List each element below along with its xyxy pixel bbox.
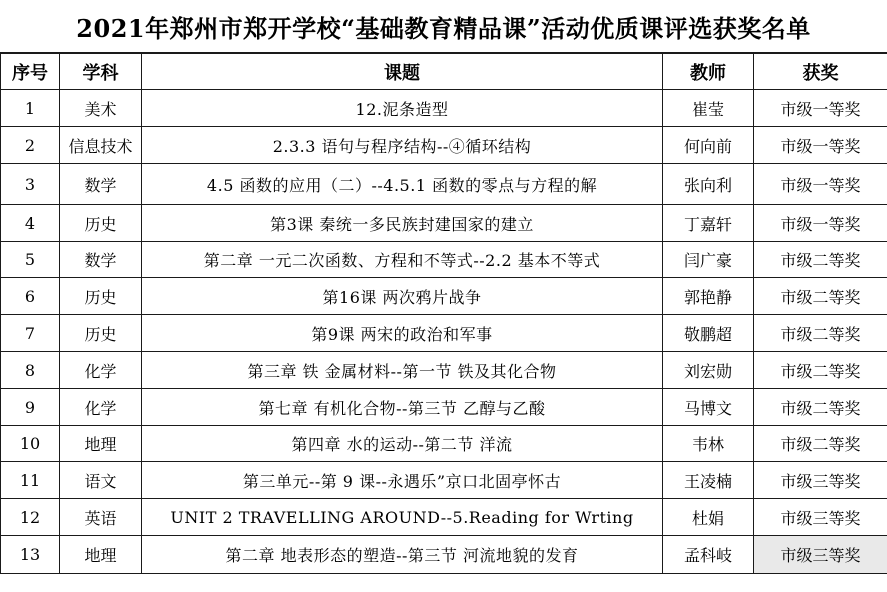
cell-subject: 英语	[60, 499, 142, 536]
cell-index: 12	[1, 499, 60, 536]
cell-teacher: 韦林	[663, 426, 754, 462]
cell-topic: 第三单元--第 9 课--永遇乐”京口北固亭怀古	[142, 462, 663, 499]
cell-index: 7	[1, 315, 60, 352]
cell-subject: 语文	[60, 462, 142, 499]
cell-award: 市级二等奖	[754, 278, 887, 315]
cell-award: 市级一等奖	[754, 127, 887, 164]
cell-topic: 第二章 一元二次函数、方程和不等式--2.2 基本不等式	[142, 242, 663, 278]
table-row	[1, 352, 887, 389]
cell-award: 市级三等奖	[754, 536, 887, 574]
table-row	[1, 164, 887, 205]
cell-topic: 2.3.3 语句与程序结构--④循环结构	[142, 127, 663, 164]
cell-teacher: 郭艳静	[663, 278, 754, 315]
cell-teacher: 丁嘉轩	[663, 205, 754, 242]
cell-index: 8	[1, 352, 60, 389]
cell-subject: 历史	[60, 205, 142, 242]
cell-award: 市级二等奖	[754, 389, 887, 426]
cell-index: 11	[1, 462, 60, 499]
table-row	[1, 315, 887, 352]
cell-subject: 信息技术	[60, 127, 142, 164]
award-table	[0, 53, 887, 574]
cell-award: 市级三等奖	[754, 462, 887, 499]
cell-index: 2	[1, 127, 60, 164]
cell-topic: 第二章 地表形态的塑造--第三节 河流地貌的发育	[142, 536, 663, 574]
cell-subject: 历史	[60, 278, 142, 315]
cell-subject: 美术	[60, 90, 142, 127]
cell-award: 市级一等奖	[754, 205, 887, 242]
table-row	[1, 536, 887, 574]
table-row	[1, 426, 887, 462]
cell-topic: 第七章 有机化合物--第三节 乙醇与乙酸	[142, 389, 663, 426]
cell-topic: 12.泥条造型	[142, 90, 663, 127]
cell-topic: 第四章 水的运动--第二节 洋流	[142, 426, 663, 462]
cell-teacher: 孟科岐	[663, 536, 754, 574]
table-row	[1, 389, 887, 426]
table-row	[1, 90, 887, 127]
cell-award: 市级二等奖	[754, 315, 887, 352]
cell-teacher: 王凌楠	[663, 462, 754, 499]
header-teacher: 教师	[663, 54, 754, 90]
table-row	[1, 278, 887, 315]
header-index: 序号	[1, 54, 60, 90]
table-row	[1, 499, 887, 536]
cell-teacher: 马博文	[663, 389, 754, 426]
cell-subject: 历史	[60, 315, 142, 352]
cell-teacher: 刘宏勋	[663, 352, 754, 389]
cell-index: 3	[1, 164, 60, 205]
cell-subject: 地理	[60, 536, 142, 574]
cell-award: 市级一等奖	[754, 90, 887, 127]
header-subject: 学科	[60, 54, 142, 90]
cell-award: 市级二等奖	[754, 426, 887, 462]
cell-index: 1	[1, 90, 60, 127]
cell-award: 市级二等奖	[754, 242, 887, 278]
cell-topic: UNIT 2 TRAVELLING AROUND--5.Reading for Wrting	[142, 499, 663, 536]
cell-subject: 数学	[60, 242, 142, 278]
cell-index: 5	[1, 242, 60, 278]
header-row	[1, 54, 887, 90]
cell-index: 10	[1, 426, 60, 462]
cell-index: 9	[1, 389, 60, 426]
cell-award: 市级二等奖	[754, 352, 887, 389]
cell-subject: 化学	[60, 352, 142, 389]
cell-topic: 4.5 函数的应用（二）--4.5.1 函数的零点与方程的解	[142, 164, 663, 205]
cell-teacher: 杜娟	[663, 499, 754, 536]
table-row	[1, 242, 887, 278]
cell-award: 市级三等奖	[754, 499, 887, 536]
cell-subject: 化学	[60, 389, 142, 426]
cell-topic: 第3课 秦统一多民族封建国家的建立	[142, 205, 663, 242]
cell-index: 13	[1, 536, 60, 574]
cell-index: 6	[1, 278, 60, 315]
cell-topic: 第9课 两宋的政治和军事	[142, 315, 663, 352]
cell-teacher: 张向利	[663, 164, 754, 205]
header-award: 获奖	[754, 54, 887, 90]
cell-subject: 地理	[60, 426, 142, 462]
cell-teacher: 何向前	[663, 127, 754, 164]
cell-award: 市级一等奖	[754, 164, 887, 205]
header-topic: 课题	[142, 54, 663, 90]
table-row	[1, 127, 887, 164]
cell-teacher: 闫广豪	[663, 242, 754, 278]
cell-topic: 第16课 两次鸦片战争	[142, 278, 663, 315]
table-row	[1, 205, 887, 242]
cell-subject: 数学	[60, 164, 142, 205]
cell-index: 4	[1, 205, 60, 242]
cell-teacher: 崔莹	[663, 90, 754, 127]
table-row	[1, 462, 887, 499]
title-row	[0, 0, 887, 53]
sheet-title: 2021年郑州市郑开学校“基础教育精品课”活动优质课评选获奖名单	[76, 13, 811, 43]
cell-topic: 第三章 铁 金属材料--第一节 铁及其化合物	[142, 352, 663, 389]
cell-teacher: 敬鹏超	[663, 315, 754, 352]
